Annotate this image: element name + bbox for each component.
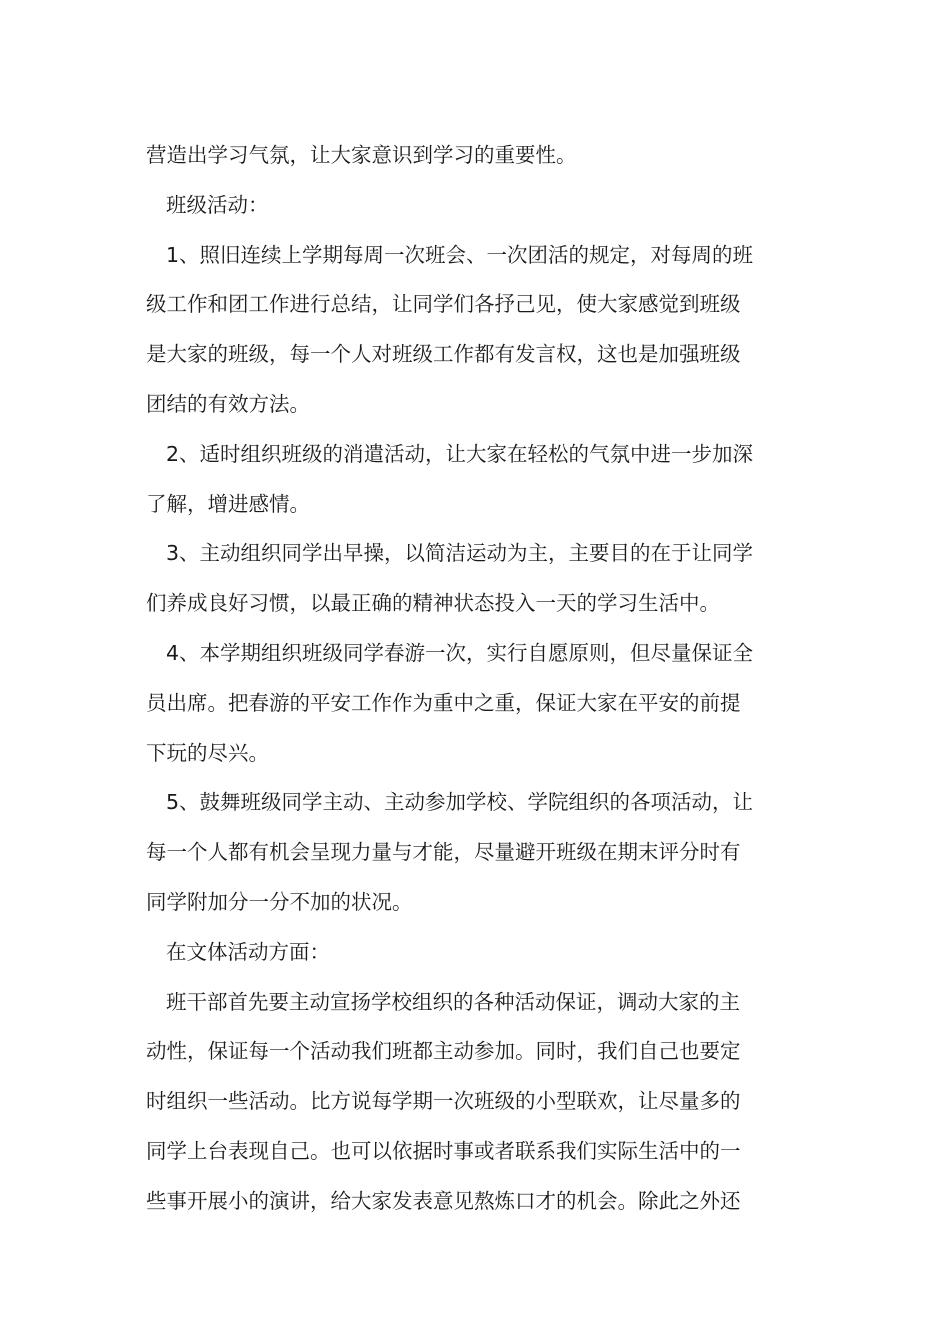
- text-line: 级工作和团工作进行总结，让同学们各抒己见，使大家感觉到班级: [146, 292, 741, 317]
- text-line: 们养成良好习惯，以最正确的精神状态投入一天的学习生活中。: [146, 591, 720, 616]
- document-body: [146, 131, 811, 1227]
- text-line: 班级活动：: [166, 192, 269, 217]
- text-line: 1、照旧连续上学期每周一次班会、一次团活的规定，对每周的班: [166, 242, 754, 267]
- text-line: 3、主动组织同学出早操，以简洁运动为主，主要目的在于让同学: [166, 541, 754, 566]
- text-line: 了解，增进感情。: [146, 491, 310, 516]
- text-line: 些事开展小的演讲，给大家发表意见熬炼口才的机会。除此之外还: [146, 1188, 741, 1213]
- text-line: 在文体活动方面：: [166, 939, 330, 964]
- text-line: 员出席。把春游的平安工作作为重中之重，保证大家在平安的前提: [146, 690, 741, 715]
- text-line: 团结的有效方法。: [146, 391, 310, 416]
- text-line: 是大家的班级，每一个人对班级工作都有发言权，这也是加强班级: [146, 342, 741, 367]
- text-line: 下玩的尽兴。: [146, 740, 269, 765]
- text-line: 2、适时组织班级的消遣活动，让大家在轻松的气氛中进一步加深: [166, 441, 754, 466]
- text-line: 5、鼓舞班级同学主动、主动参加学校、学院组织的各项活动，让: [166, 790, 754, 815]
- text-line: 同学上台表现自己。也可以依据时事或者联系我们实际生活中的一: [146, 1138, 741, 1163]
- text-line: 班干部首先要主动宣扬学校组织的各种活动保证，调动大家的主: [166, 989, 740, 1014]
- text-line: 动性，保证每一个活动我们班都主动参加。同时，我们自己也要定: [146, 1039, 741, 1064]
- text-line: 时组织一些活动。比方说每学期一次班级的小型联欢，让尽量多的: [146, 1089, 741, 1114]
- text-line: 同学附加分一分不加的状况。: [146, 889, 413, 914]
- text-line: 4、本学期组织班级同学春游一次，实行自愿原则，但尽量保证全: [166, 640, 754, 665]
- text-line: 营造出学习气氛，让大家意识到学习的重要性。: [146, 143, 577, 167]
- text-line: 每一个人都有机会呈现力量与才能，尽量避开班级在期末评分时有: [146, 840, 741, 865]
